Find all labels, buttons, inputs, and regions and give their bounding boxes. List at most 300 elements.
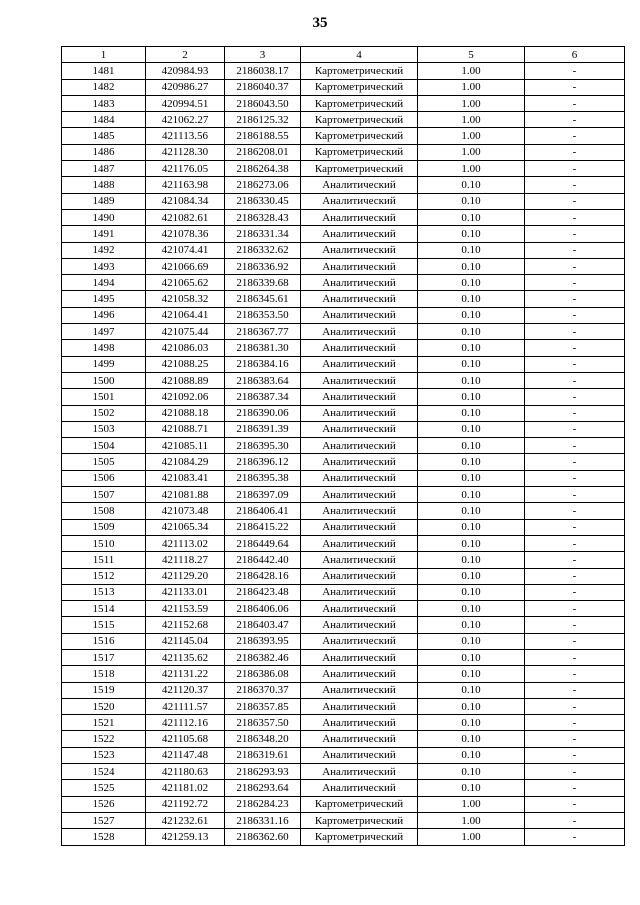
- y-coordinate-cell: 2186336.92: [225, 258, 301, 274]
- note-cell: -: [525, 405, 625, 421]
- note-cell: -: [525, 307, 625, 323]
- y-coordinate-cell: 2186188.55: [225, 128, 301, 144]
- column-header: 1: [62, 47, 146, 63]
- note-cell: -: [525, 617, 625, 633]
- note-cell: -: [525, 666, 625, 682]
- method-cell: Аналитический: [301, 698, 418, 714]
- accuracy-cell: 1.00: [418, 829, 525, 845]
- note-cell: -: [525, 812, 625, 828]
- y-coordinate-cell: 2186273.06: [225, 177, 301, 193]
- y-coordinate-cell: 2186362.60: [225, 829, 301, 845]
- table-row: [62, 161, 625, 177]
- table-row: [62, 812, 625, 828]
- x-coordinate-cell: 421085.11: [146, 438, 225, 454]
- note-cell: -: [525, 698, 625, 714]
- point-number-cell: 1501: [62, 389, 146, 405]
- table-row: [62, 177, 625, 193]
- method-cell: Аналитический: [301, 372, 418, 388]
- x-coordinate-cell: 421232.61: [146, 812, 225, 828]
- y-coordinate-cell: 2186423.48: [225, 584, 301, 600]
- accuracy-cell: 1.00: [418, 128, 525, 144]
- accuracy-cell: 0.10: [418, 715, 525, 731]
- note-cell: -: [525, 633, 625, 649]
- method-cell: Картометрический: [301, 63, 418, 79]
- table-row: [62, 421, 625, 437]
- x-coordinate-cell: 421163.98: [146, 177, 225, 193]
- y-coordinate-cell: 2186357.85: [225, 698, 301, 714]
- method-cell: Аналитический: [301, 584, 418, 600]
- y-coordinate-cell: 2186384.16: [225, 356, 301, 372]
- method-cell: Аналитический: [301, 226, 418, 242]
- y-coordinate-cell: 2186284.23: [225, 796, 301, 812]
- accuracy-cell: 0.10: [418, 601, 525, 617]
- accuracy-cell: 0.10: [418, 519, 525, 535]
- point-number-cell: 1515: [62, 617, 146, 633]
- table-row: [62, 340, 625, 356]
- table-row: [62, 715, 625, 731]
- accuracy-cell: 1.00: [418, 95, 525, 111]
- accuracy-cell: 0.10: [418, 487, 525, 503]
- accuracy-cell: 0.10: [418, 552, 525, 568]
- accuracy-cell: 0.10: [418, 617, 525, 633]
- method-cell: Аналитический: [301, 193, 418, 209]
- x-coordinate-cell: 421111.57: [146, 698, 225, 714]
- y-coordinate-cell: 2186382.46: [225, 649, 301, 665]
- x-coordinate-cell: 421086.03: [146, 340, 225, 356]
- accuracy-cell: 0.10: [418, 535, 525, 551]
- method-cell: Аналитический: [301, 666, 418, 682]
- point-number-cell: 1519: [62, 682, 146, 698]
- accuracy-cell: 0.10: [418, 470, 525, 486]
- x-coordinate-cell: 421118.27: [146, 552, 225, 568]
- y-coordinate-cell: 2186331.16: [225, 812, 301, 828]
- table-row: [62, 829, 625, 845]
- accuracy-cell: 0.10: [418, 780, 525, 796]
- table-row: [62, 535, 625, 551]
- method-cell: Аналитический: [301, 454, 418, 470]
- y-coordinate-cell: 2186390.06: [225, 405, 301, 421]
- method-cell: Аналитический: [301, 275, 418, 291]
- y-coordinate-cell: 2186387.34: [225, 389, 301, 405]
- note-cell: -: [525, 209, 625, 225]
- point-number-cell: 1523: [62, 747, 146, 763]
- x-coordinate-cell: 421083.41: [146, 470, 225, 486]
- point-number-cell: 1513: [62, 584, 146, 600]
- accuracy-cell: 0.10: [418, 275, 525, 291]
- note-cell: -: [525, 780, 625, 796]
- accuracy-cell: 0.10: [418, 454, 525, 470]
- y-coordinate-cell: 2186449.64: [225, 535, 301, 551]
- table-row: [62, 519, 625, 535]
- note-cell: -: [525, 731, 625, 747]
- note-cell: -: [525, 796, 625, 812]
- method-cell: Аналитический: [301, 291, 418, 307]
- table-row: [62, 666, 625, 682]
- method-cell: Картометрический: [301, 128, 418, 144]
- point-number-cell: 1482: [62, 79, 146, 95]
- table-header: [62, 47, 625, 63]
- y-coordinate-cell: 2186370.37: [225, 682, 301, 698]
- accuracy-cell: 0.10: [418, 177, 525, 193]
- point-number-cell: 1485: [62, 128, 146, 144]
- y-coordinate-cell: 2186330.45: [225, 193, 301, 209]
- table-row: [62, 503, 625, 519]
- method-cell: Аналитический: [301, 568, 418, 584]
- method-cell: Аналитический: [301, 242, 418, 258]
- point-number-cell: 1499: [62, 356, 146, 372]
- y-coordinate-cell: 2186348.20: [225, 731, 301, 747]
- x-coordinate-cell: 421105.68: [146, 731, 225, 747]
- accuracy-cell: 0.10: [418, 356, 525, 372]
- table-row: [62, 356, 625, 372]
- y-coordinate-cell: 2186415.22: [225, 519, 301, 535]
- note-cell: -: [525, 356, 625, 372]
- point-number-cell: 1495: [62, 291, 146, 307]
- table-row: [62, 682, 625, 698]
- note-cell: -: [525, 519, 625, 535]
- y-coordinate-cell: 2186043.50: [225, 95, 301, 111]
- table-row: [62, 617, 625, 633]
- y-coordinate-cell: 2186125.32: [225, 112, 301, 128]
- x-coordinate-cell: 421131.22: [146, 666, 225, 682]
- header-row: [62, 47, 625, 63]
- method-cell: Аналитический: [301, 780, 418, 796]
- point-number-cell: 1526: [62, 796, 146, 812]
- method-cell: Аналитический: [301, 649, 418, 665]
- x-coordinate-cell: 421112.16: [146, 715, 225, 731]
- point-number-cell: 1511: [62, 552, 146, 568]
- point-number-cell: 1506: [62, 470, 146, 486]
- x-coordinate-cell: 421152.68: [146, 617, 225, 633]
- accuracy-cell: 0.10: [418, 633, 525, 649]
- note-cell: -: [525, 715, 625, 731]
- y-coordinate-cell: 2186442.40: [225, 552, 301, 568]
- x-coordinate-cell: 421066.69: [146, 258, 225, 274]
- point-number-cell: 1484: [62, 112, 146, 128]
- table-row: [62, 291, 625, 307]
- note-cell: -: [525, 649, 625, 665]
- method-cell: Картометрический: [301, 79, 418, 95]
- accuracy-cell: 1.00: [418, 63, 525, 79]
- x-coordinate-cell: 421129.20: [146, 568, 225, 584]
- x-coordinate-cell: 421078.36: [146, 226, 225, 242]
- table-row: [62, 193, 625, 209]
- x-coordinate-cell: 421065.62: [146, 275, 225, 291]
- method-cell: Аналитический: [301, 438, 418, 454]
- method-cell: Картометрический: [301, 829, 418, 845]
- accuracy-cell: 0.10: [418, 193, 525, 209]
- table-row: [62, 209, 625, 225]
- y-coordinate-cell: 2186397.09: [225, 487, 301, 503]
- note-cell: -: [525, 747, 625, 763]
- table-row: [62, 372, 625, 388]
- y-coordinate-cell: 2186393.95: [225, 633, 301, 649]
- point-number-cell: 1512: [62, 568, 146, 584]
- note-cell: -: [525, 601, 625, 617]
- x-coordinate-cell: 421259.13: [146, 829, 225, 845]
- x-coordinate-cell: 421153.59: [146, 601, 225, 617]
- y-coordinate-cell: 2186040.37: [225, 79, 301, 95]
- method-cell: Аналитический: [301, 731, 418, 747]
- table-row: [62, 95, 625, 111]
- point-number-cell: 1520: [62, 698, 146, 714]
- point-number-cell: 1504: [62, 438, 146, 454]
- point-number-cell: 1483: [62, 95, 146, 111]
- x-coordinate-cell: 421181.02: [146, 780, 225, 796]
- note-cell: -: [525, 503, 625, 519]
- x-coordinate-cell: 420994.51: [146, 95, 225, 111]
- method-cell: Картометрический: [301, 161, 418, 177]
- page-number: 35: [312, 15, 328, 31]
- method-cell: Аналитический: [301, 470, 418, 486]
- note-cell: -: [525, 454, 625, 470]
- accuracy-cell: 1.00: [418, 112, 525, 128]
- accuracy-cell: 0.10: [418, 649, 525, 665]
- note-cell: -: [525, 340, 625, 356]
- point-number-cell: 1496: [62, 307, 146, 323]
- x-coordinate-cell: 421176.05: [146, 161, 225, 177]
- y-coordinate-cell: 2186428.16: [225, 568, 301, 584]
- x-coordinate-cell: 421120.37: [146, 682, 225, 698]
- x-coordinate-cell: 421065.34: [146, 519, 225, 535]
- accuracy-cell: 0.10: [418, 258, 525, 274]
- x-coordinate-cell: 421092.06: [146, 389, 225, 405]
- note-cell: -: [525, 372, 625, 388]
- y-coordinate-cell: 2186396.12: [225, 454, 301, 470]
- note-cell: -: [525, 226, 625, 242]
- accuracy-cell: 1.00: [418, 79, 525, 95]
- table-row: [62, 470, 625, 486]
- x-coordinate-cell: 421088.89: [146, 372, 225, 388]
- method-cell: Аналитический: [301, 209, 418, 225]
- y-coordinate-cell: 2186332.62: [225, 242, 301, 258]
- table-row: [62, 552, 625, 568]
- y-coordinate-cell: 2186406.06: [225, 601, 301, 617]
- accuracy-cell: 0.10: [418, 242, 525, 258]
- x-coordinate-cell: 421180.63: [146, 764, 225, 780]
- table-row: [62, 242, 625, 258]
- method-cell: Аналитический: [301, 535, 418, 551]
- accuracy-cell: 1.00: [418, 812, 525, 828]
- note-cell: -: [525, 275, 625, 291]
- note-cell: -: [525, 63, 625, 79]
- x-coordinate-cell: 421128.30: [146, 144, 225, 160]
- accuracy-cell: 0.10: [418, 568, 525, 584]
- note-cell: -: [525, 291, 625, 307]
- note-cell: -: [525, 389, 625, 405]
- table-row: [62, 633, 625, 649]
- y-coordinate-cell: 2186345.61: [225, 291, 301, 307]
- method-cell: Аналитический: [301, 307, 418, 323]
- accuracy-cell: 1.00: [418, 144, 525, 160]
- y-coordinate-cell: 2186391.39: [225, 421, 301, 437]
- accuracy-cell: 0.10: [418, 340, 525, 356]
- method-cell: Аналитический: [301, 601, 418, 617]
- method-cell: Аналитический: [301, 682, 418, 698]
- y-coordinate-cell: 2186406.41: [225, 503, 301, 519]
- table-row: [62, 112, 625, 128]
- point-number-cell: 1524: [62, 764, 146, 780]
- note-cell: -: [525, 161, 625, 177]
- point-number-cell: 1528: [62, 829, 146, 845]
- point-number-cell: 1491: [62, 226, 146, 242]
- point-number-cell: 1505: [62, 454, 146, 470]
- method-cell: Аналитический: [301, 421, 418, 437]
- method-cell: Аналитический: [301, 389, 418, 405]
- x-coordinate-cell: 421113.02: [146, 535, 225, 551]
- x-coordinate-cell: 421088.18: [146, 405, 225, 421]
- y-coordinate-cell: 2186319.61: [225, 747, 301, 763]
- point-number-cell: 1507: [62, 487, 146, 503]
- x-coordinate-cell: 420984.93: [146, 63, 225, 79]
- y-coordinate-cell: 2186357.50: [225, 715, 301, 731]
- table-row: [62, 568, 625, 584]
- y-coordinate-cell: 2186395.38: [225, 470, 301, 486]
- point-number-cell: 1486: [62, 144, 146, 160]
- y-coordinate-cell: 2186403.47: [225, 617, 301, 633]
- method-cell: Аналитический: [301, 340, 418, 356]
- point-number-cell: 1522: [62, 731, 146, 747]
- point-number-cell: 1500: [62, 372, 146, 388]
- note-cell: -: [525, 438, 625, 454]
- point-number-cell: 1487: [62, 161, 146, 177]
- column-header: 2: [146, 47, 225, 63]
- note-cell: -: [525, 421, 625, 437]
- method-cell: Аналитический: [301, 715, 418, 731]
- y-coordinate-cell: 2186395.30: [225, 438, 301, 454]
- column-header: 5: [418, 47, 525, 63]
- point-number-cell: 1494: [62, 275, 146, 291]
- method-cell: Аналитический: [301, 519, 418, 535]
- point-number-cell: 1503: [62, 421, 146, 437]
- x-coordinate-cell: 421147.48: [146, 747, 225, 763]
- note-cell: -: [525, 324, 625, 340]
- accuracy-cell: 0.10: [418, 731, 525, 747]
- table-row: [62, 601, 625, 617]
- note-cell: -: [525, 112, 625, 128]
- x-coordinate-cell: 421192.72: [146, 796, 225, 812]
- point-number-cell: 1490: [62, 209, 146, 225]
- y-coordinate-cell: 2186328.43: [225, 209, 301, 225]
- point-number-cell: 1481: [62, 63, 146, 79]
- y-coordinate-cell: 2186339.68: [225, 275, 301, 291]
- table-row: [62, 454, 625, 470]
- accuracy-cell: 0.10: [418, 405, 525, 421]
- point-number-cell: 1488: [62, 177, 146, 193]
- method-cell: Аналитический: [301, 617, 418, 633]
- x-coordinate-cell: 421074.41: [146, 242, 225, 258]
- y-coordinate-cell: 2186353.50: [225, 307, 301, 323]
- point-number-cell: 1489: [62, 193, 146, 209]
- x-coordinate-cell: 421133.01: [146, 584, 225, 600]
- x-coordinate-cell: 421088.71: [146, 421, 225, 437]
- x-coordinate-cell: 421084.29: [146, 454, 225, 470]
- note-cell: -: [525, 193, 625, 209]
- method-cell: Аналитический: [301, 258, 418, 274]
- point-number-cell: 1527: [62, 812, 146, 828]
- y-coordinate-cell: 2186381.30: [225, 340, 301, 356]
- x-coordinate-cell: 421073.48: [146, 503, 225, 519]
- accuracy-cell: 0.10: [418, 666, 525, 682]
- x-coordinate-cell: 421081.88: [146, 487, 225, 503]
- note-cell: -: [525, 552, 625, 568]
- table-row: [62, 389, 625, 405]
- method-cell: Аналитический: [301, 747, 418, 763]
- table-row: [62, 144, 625, 160]
- note-cell: -: [525, 258, 625, 274]
- method-cell: Аналитический: [301, 503, 418, 519]
- x-coordinate-cell: 420986.27: [146, 79, 225, 95]
- method-cell: Аналитический: [301, 764, 418, 780]
- note-cell: -: [525, 764, 625, 780]
- point-number-cell: 1497: [62, 324, 146, 340]
- method-cell: Аналитический: [301, 487, 418, 503]
- method-cell: Аналитический: [301, 405, 418, 421]
- accuracy-cell: 0.10: [418, 764, 525, 780]
- method-cell: Аналитический: [301, 552, 418, 568]
- x-coordinate-cell: 421084.34: [146, 193, 225, 209]
- table-row: [62, 128, 625, 144]
- table-row: [62, 584, 625, 600]
- accuracy-cell: 0.10: [418, 226, 525, 242]
- table-row: [62, 438, 625, 454]
- column-header: 3: [225, 47, 301, 63]
- table-row: [62, 63, 625, 79]
- note-cell: -: [525, 487, 625, 503]
- y-coordinate-cell: 2186264.38: [225, 161, 301, 177]
- y-coordinate-cell: 2186293.93: [225, 764, 301, 780]
- accuracy-cell: 0.10: [418, 421, 525, 437]
- x-coordinate-cell: 421145.04: [146, 633, 225, 649]
- note-cell: -: [525, 95, 625, 111]
- note-cell: -: [525, 535, 625, 551]
- point-number-cell: 1493: [62, 258, 146, 274]
- note-cell: -: [525, 242, 625, 258]
- point-number-cell: 1521: [62, 715, 146, 731]
- note-cell: -: [525, 829, 625, 845]
- accuracy-cell: 0.10: [418, 698, 525, 714]
- point-number-cell: 1517: [62, 649, 146, 665]
- x-coordinate-cell: 421135.62: [146, 649, 225, 665]
- accuracy-cell: 0.10: [418, 209, 525, 225]
- accuracy-cell: 0.10: [418, 584, 525, 600]
- point-number-cell: 1508: [62, 503, 146, 519]
- table-row: [62, 324, 625, 340]
- x-coordinate-cell: 421064.41: [146, 307, 225, 323]
- accuracy-cell: 0.10: [418, 324, 525, 340]
- point-number-cell: 1516: [62, 633, 146, 649]
- point-number-cell: 1510: [62, 535, 146, 551]
- table-row: [62, 258, 625, 274]
- table-row: [62, 747, 625, 763]
- method-cell: Аналитический: [301, 633, 418, 649]
- point-number-cell: 1498: [62, 340, 146, 356]
- y-coordinate-cell: 2186293.64: [225, 780, 301, 796]
- accuracy-cell: 0.10: [418, 747, 525, 763]
- table-row: [62, 307, 625, 323]
- table-row: [62, 405, 625, 421]
- method-cell: Картометрический: [301, 796, 418, 812]
- y-coordinate-cell: 2186331.34: [225, 226, 301, 242]
- note-cell: -: [525, 79, 625, 95]
- accuracy-cell: 0.10: [418, 438, 525, 454]
- x-coordinate-cell: 421062.27: [146, 112, 225, 128]
- point-number-cell: 1509: [62, 519, 146, 535]
- method-cell: Картометрический: [301, 812, 418, 828]
- x-coordinate-cell: 421058.32: [146, 291, 225, 307]
- y-coordinate-cell: 2186038.17: [225, 63, 301, 79]
- y-coordinate-cell: 2186367.77: [225, 324, 301, 340]
